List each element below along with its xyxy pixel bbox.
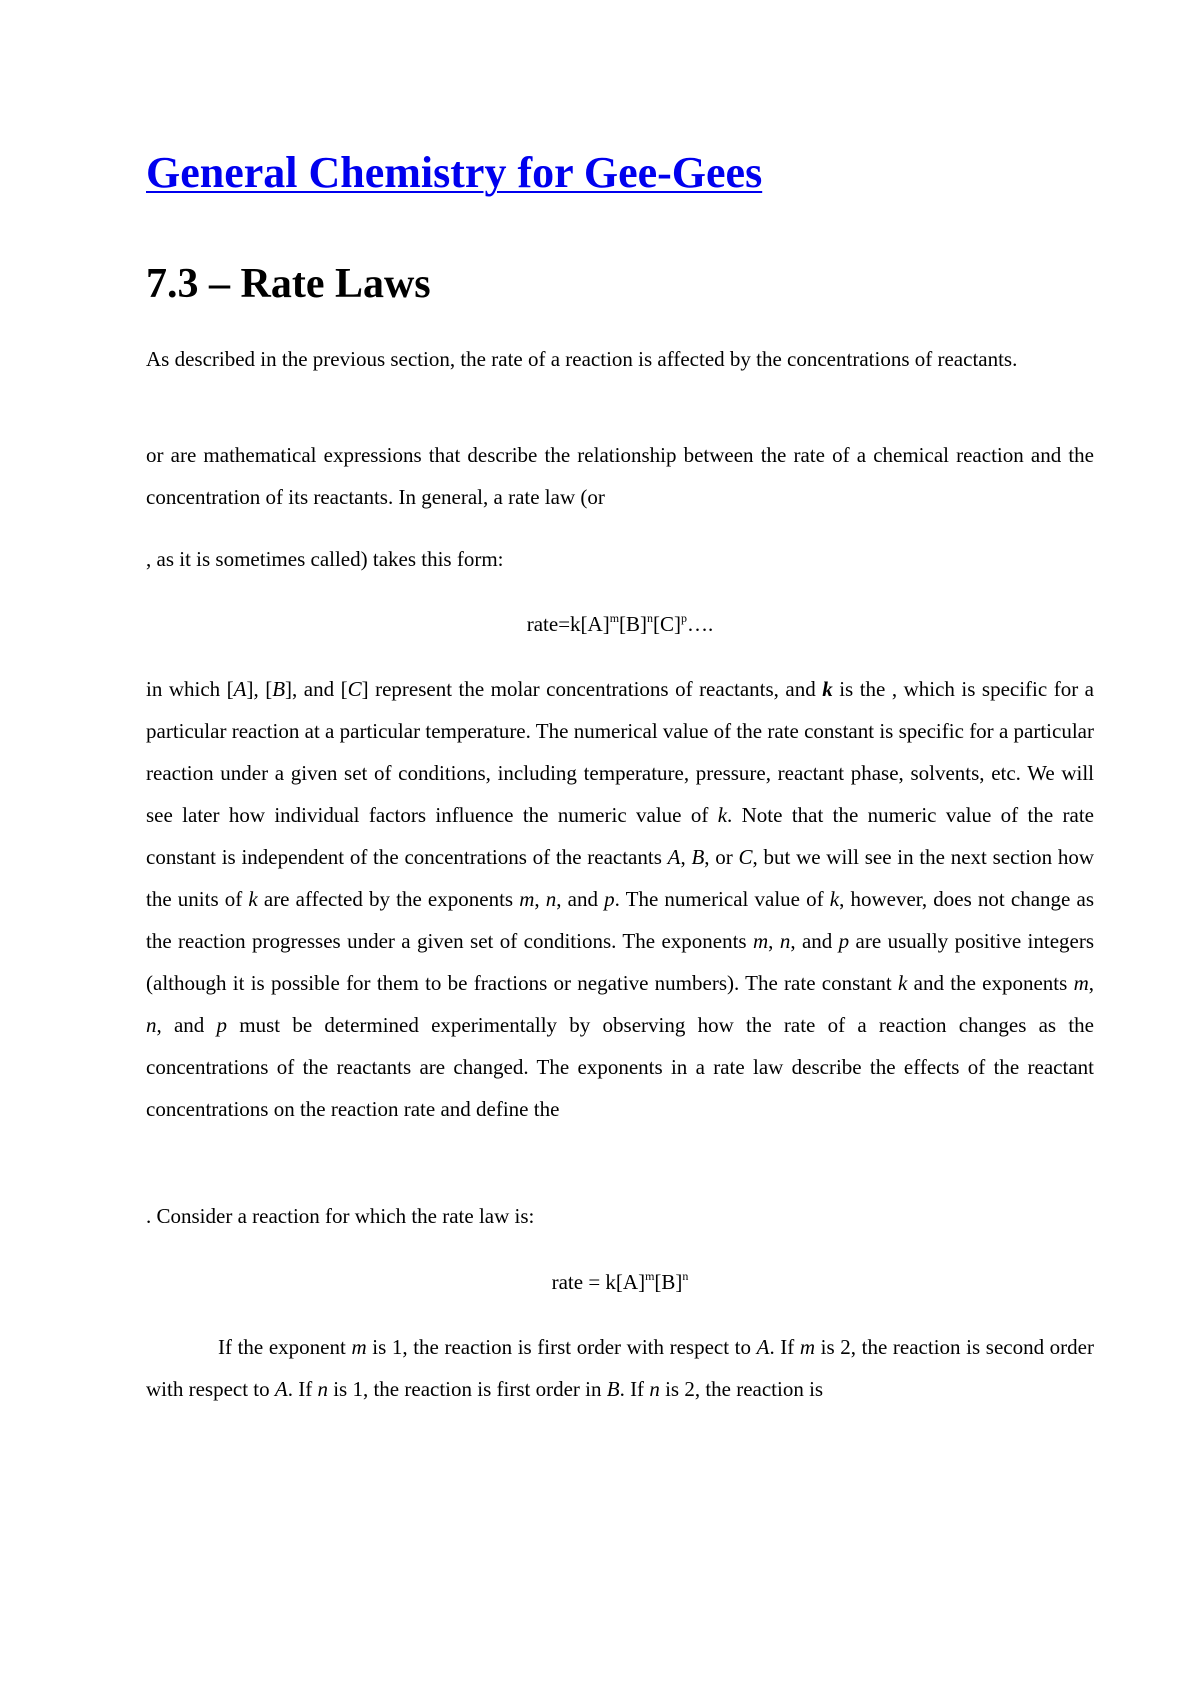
- equation-base: rate = k[A]: [551, 1270, 646, 1294]
- exponent-n: n: [682, 1269, 689, 1283]
- equation-specific-rate-law: [146, 1261, 1094, 1303]
- exponent-p: p: [681, 611, 688, 625]
- equation-b-term: [B]: [619, 612, 648, 636]
- document-title-link[interactable]: General Chemistry for Gee-Gees: [146, 148, 763, 197]
- equation-ellipsis: ….: [687, 612, 714, 636]
- section-heading: 7.3 – Rate Laws: [146, 261, 431, 307]
- equation-b-term: [B]: [654, 1270, 683, 1294]
- equation-general-rate-law: [146, 603, 1094, 645]
- paragraph-rate-constant: in which [A], [B], and [C] represent the molar concentrations of reactants, and k is the , which is specific for a particular reaction at a particular temperature. The numerical value of the rate constant is specific for a particular reaction under a given set of conditions, including temperature, pressure, reactant phase, solvents, etc. We will see later how individual factors influence the numeric value of k. Note that the numeric value of the rate constant is independent of the concentrations of the reactants A, B, or C, but we will see in the next section how the units of k are affected by the exponents m, n, and p. The numerical value of k, however, does not change as the reaction progresses under a given set of conditions. The exponents m, n, and p are usually positive integers (although it is possible for them to be fractions or negative numbers). The rate constant k and the exponents m, n, and p must be determined experimentally by observing how the rate of a reaction changes as the concentrations of the reactants are changed. The exponents in a rate law describe the effects of the reactant concentrations on the reaction rate and define the: [146, 677, 1095, 1121]
- paragraph-rate-law-form: , as it is sometimes called) takes this form:: [146, 547, 504, 571]
- paragraph-consider-reaction: . Consider a reaction for which the rate law is:: [146, 1204, 535, 1228]
- exponent-m: m: [645, 1269, 655, 1283]
- equation-c-term: [C]: [653, 612, 682, 636]
- exponent-n: n: [647, 611, 654, 625]
- equation-base: rate=k[A]: [526, 612, 610, 636]
- paragraph-intro: As described in the previous section, the rate of a reaction is affected by the concentrations of reactants.: [146, 347, 1018, 371]
- paragraph-reaction-order: If the exponent m is 1, the reaction is first order with respect to A. If m is 2, the reaction is second order with respect to A. If n is 1, the reaction is first order in B. If n is 2, the reaction is: [146, 1335, 1094, 1401]
- paragraph-rate-law-definition: or are mathematical expressions that describe the relationship between the rate of a chemical reaction and the concentration of its reactants. In general, a rate law (or: [146, 443, 1094, 509]
- exponent-m: m: [609, 611, 620, 625]
